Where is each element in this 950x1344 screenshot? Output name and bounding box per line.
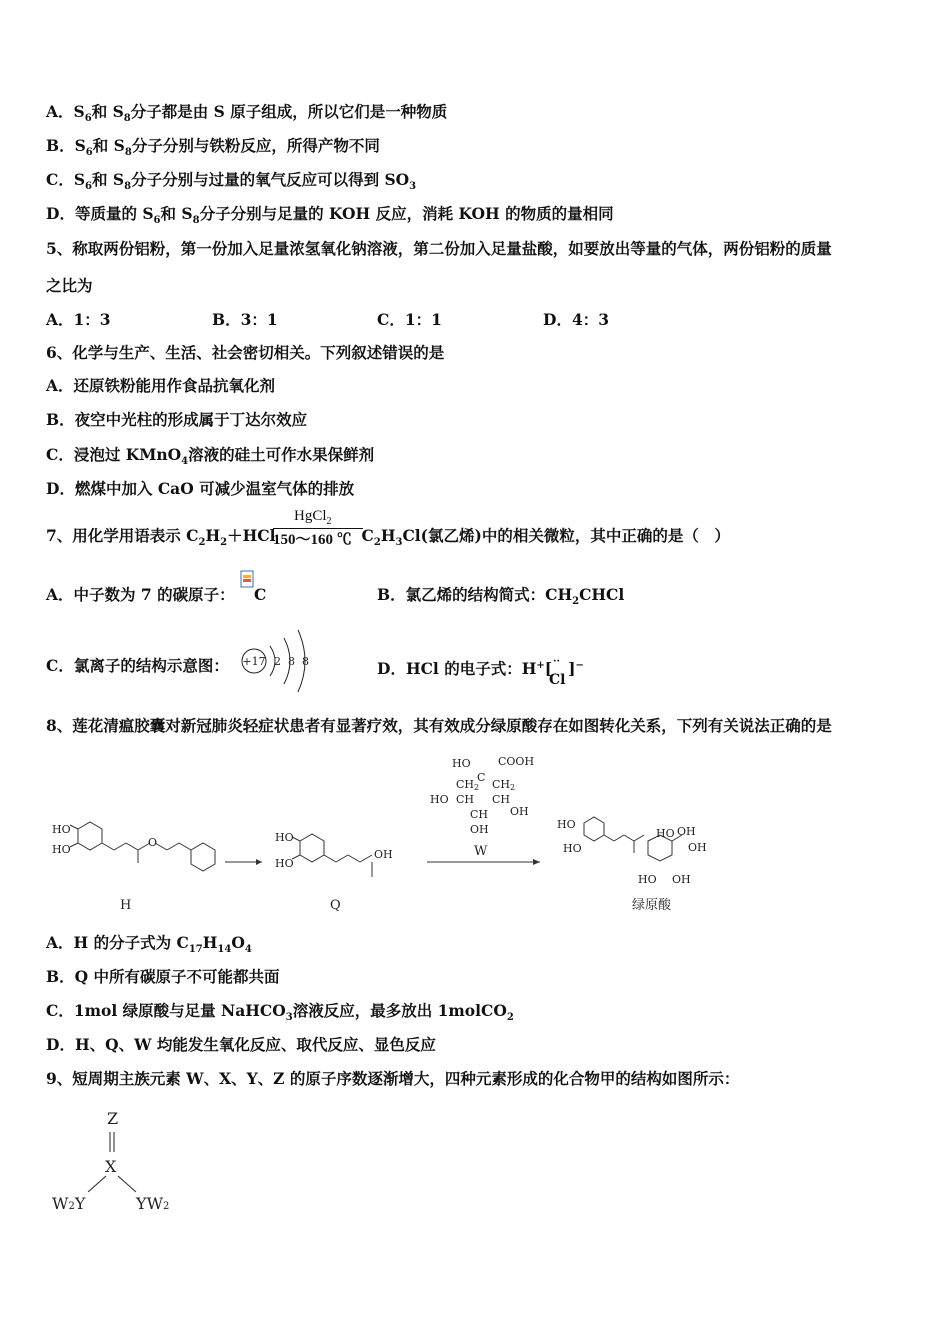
q8-option-c: C．1mol 绿原酸与足量 NaHCO$_3$溶液反应，最多放出 1molCO$_2$ <box>46 1001 514 1024</box>
electron-dots-top: ·· <box>553 656 560 667</box>
svg-text:C: C <box>477 771 486 784</box>
q4-option-c: C．$S_6$和 $S_8$分子分别与过量的氧气反应可以得到 $SO_3$ <box>46 170 417 193</box>
q8-stem: 8、莲花清瘟胶囊对新冠肺炎轻症状患者有显著疗效，其有效成分绿原酸存在如图转化关系，下列有关说法正确的是 <box>46 716 832 735</box>
q9-stem: 9、短周期主族元素 W、X、Y、Z 的原子序数逐渐增大，四种元素形成的化合物甲的结构如图所示： <box>46 1069 740 1088</box>
svg-text:HO: HO <box>452 757 471 770</box>
label-product: 绿原酸 <box>632 898 672 913</box>
group-left: W2Y <box>52 1194 86 1213</box>
p-ho-4: HO <box>638 873 657 886</box>
q7-stem: 7、用化学用语表示 $C_2H_2+HCl$ $C_2H_3Cl$(氯乙烯)中的相关微粒，其中正确的是（ ） <box>46 526 730 549</box>
nucleus-charge: +17 <box>242 655 266 668</box>
q7-option-a-symbol: C <box>254 585 267 604</box>
q6-option-a: A．还原铁粉能用作食品抗氧化剂 <box>46 376 276 395</box>
q6-option-b: B．夜空中光柱的形成属于丁达尔效应 <box>46 410 308 429</box>
chlorine-symbol: Cl <box>549 672 566 688</box>
q8-option-d: D．H、Q、W 均能发生氧化反应、取代反应、显色反应 <box>46 1035 436 1054</box>
h-ho-1: HO <box>52 823 71 836</box>
q6-option-c: C．浸泡过 KMnO$_4$溶液的硅土可作水果保鲜剂 <box>46 445 375 468</box>
svg-text:OH: OH <box>510 805 529 818</box>
q8-option-b: B．Q 中所有碳原子不可能都共面 <box>46 967 280 986</box>
svg-text:HO: HO <box>430 793 449 806</box>
q4-option-d: D．等质量的 $S_6$和 $S_8$分子分别与足量的 KOH 反应，消耗 KOH 的物质的量相同 <box>46 204 614 227</box>
svg-text:CH: CH <box>492 793 511 806</box>
h-ester-o: O <box>148 836 158 849</box>
q-ho-1: HO <box>275 831 294 844</box>
shell-1: 2 <box>274 655 281 668</box>
q7-option-c: C．氯离子的结构示意图： <box>46 656 229 675</box>
p-ho-3: HO <box>656 827 675 840</box>
svg-text:COOH: COOH <box>498 755 535 768</box>
molecule-h <box>70 822 215 871</box>
svg-text:OH: OH <box>470 823 489 836</box>
q5-option-b: B．3：1 <box>212 310 278 329</box>
svg-text:CH2: CH2 <box>492 778 516 792</box>
label-h: H <box>120 898 132 913</box>
molecule-q <box>292 834 372 877</box>
q-oh: OH <box>374 848 393 861</box>
q7-catalyst: HgCl$_2$ <box>294 508 332 527</box>
q8-option-a: A．H 的分子式为 $C_{17}H_{14}O_4$ <box>46 933 252 956</box>
q5-stem-cont: 之比为 <box>46 276 93 295</box>
p-ho-1: HO <box>557 818 576 831</box>
q7-option-d: D．HCl 的电子式：H+[ ]− <box>377 659 584 679</box>
p-ho-2: HO <box>563 842 582 855</box>
isotope-notation-icon <box>240 570 254 588</box>
svg-text:CH: CH <box>456 793 475 806</box>
q6-stem: 6、化学与生产、生活、社会密切相关。下列叙述错误的是 <box>46 343 445 362</box>
p-oh-2: OH <box>688 841 707 854</box>
shell-2: 8 <box>288 655 295 668</box>
q5-stem: 5、称取两份铝粉，第一份加入足量浓氢氧化钠溶液，第二份加入足量盐酸，如要放出等量的气体，两份铝粉的质量 <box>46 239 832 258</box>
q5-option-a: A．1：3 <box>46 310 111 329</box>
chloride-structure-diagram <box>238 628 318 698</box>
p-oh-3: OH <box>672 873 691 886</box>
label-w: W <box>474 844 488 859</box>
atom-x: X <box>105 1157 117 1176</box>
q-ho-2: HO <box>275 857 294 870</box>
h-ho-2: HO <box>52 843 71 856</box>
q7-option-a: A．中子数为 7 的碳原子： <box>46 585 235 604</box>
svg-text:CH2: CH2 <box>456 778 480 792</box>
q8-reaction-scheme <box>0 745 900 915</box>
atom-z: Z <box>107 1109 119 1128</box>
q4-option-a: A．$S_6$和 $S_8$分子都是由 S 原子组成，所以它们是一种物质 <box>46 102 448 125</box>
q7-temperature: 150～160 ℃ <box>273 532 352 548</box>
shell-3: 8 <box>302 655 309 668</box>
q5-option-c: C．1：1 <box>377 310 442 329</box>
q4-option-b: B．$S_6$和 $S_8$分子分别与铁粉反应，所得产物不同 <box>46 136 380 159</box>
q6-option-d: D．燃煤中加入 CaO 可减少温室气体的排放 <box>46 479 355 498</box>
svg-text:CH: CH <box>470 808 489 821</box>
q7-option-b: B．氯乙烯的结构简式：$CH_2CHCl$ <box>377 585 625 608</box>
q9-structure-diagram <box>40 1100 240 1220</box>
q5-option-d: D．4：3 <box>543 310 610 329</box>
molecule-w <box>430 755 534 836</box>
p-oh-1: OH <box>677 825 696 838</box>
group-right: YW2 <box>136 1194 170 1213</box>
label-q: Q <box>330 898 341 913</box>
